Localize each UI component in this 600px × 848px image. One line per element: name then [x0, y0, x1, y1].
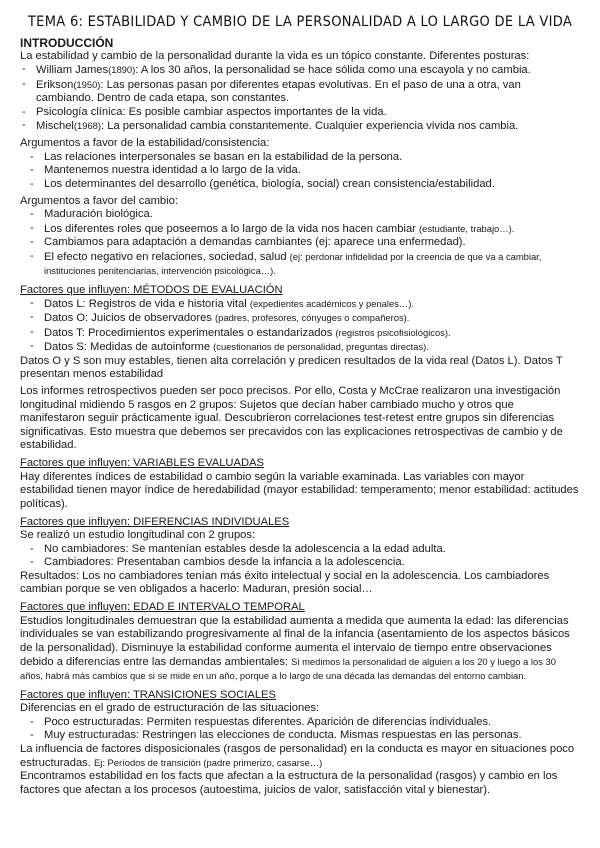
- list-item: - Poco estructuradas: Permiten respuestas diferentes. Aparición de diferencias individuales.: [20, 716, 580, 729]
- list-item: [20, 340, 580, 354]
- section-title-variables: Factores que influyen: VARIABLES EVALUADAS: [20, 457, 264, 470]
- differences-paragraph: Resultados: Los no cambiadores tenían más éxito intelectual y social en la adolescencia. Los cambiadores cambian porque se ven obligados a hacerlo: Maduran, presión social…: [20, 569, 550, 596]
- list-item: - Mantenemos nuestra identidad a lo largo de la vida.: [20, 164, 580, 177]
- age-paragraph: [20, 615, 580, 684]
- age-text: Estudios longitudinales demuestran que la estabilidad aumenta a medida que aumenta la edad: las diferencias individuales se van estabilizando progresivamente al final de la infancia (asentamiento de los aspectos básicos de la personalidad). Disminuye la estabilidad conforme aumenta el intervalo de tiempo entre observaciones debido a diferencias entre las demandas ambientales:: [20, 614, 570, 669]
- list-item: - Las relaciones interpersonales se basan en la estabilidad de la persona.: [20, 151, 580, 164]
- item-text: Datos S: Medidas de autoinforme: [44, 341, 214, 354]
- author-year: (1968): [73, 120, 102, 132]
- list-item: - Cambiadores: Presentaban cambios desde la infancia a la adolescencia.: [20, 556, 580, 569]
- author-claim: : La personalidad cambia constantemente. Cualquier experiencia vivida nos cambia.: [101, 120, 519, 133]
- item-text: Datos T: Procedimientos experimentales o estandarizados: [44, 326, 336, 339]
- item-text: Maduración biológica.: [44, 208, 153, 221]
- page-title: TEMA 6: ESTABILIDAD Y CAMBIO DE LA PERSONALIDAD A LO LARGO DE LA VIDA: [27, 14, 573, 30]
- item-note: (estudiante, trabajo…).: [419, 222, 515, 234]
- author-claim: : Las personas pasan por diferentes etapas evolutivas. En el paso de una a otra, van cambiando. Dentro de cada etapa, son constantes.: [36, 78, 521, 105]
- transitions-list: [20, 716, 580, 743]
- stability-list: [20, 151, 580, 191]
- author-claim: : A los 30 años, la personalidad se hace sólida como una escayola y no cambia.: [135, 64, 531, 77]
- list-item: [20, 326, 580, 340]
- differences-list: [20, 543, 580, 570]
- item-text: Cambiamos para adaptación a demandas cambiantes (ej: aparece una enfermedad).: [44, 236, 466, 249]
- list-item: [20, 63, 580, 77]
- list-item: - Los determinantes del desarrollo (genética, biología, social) crean consistencia/estabilidad.: [20, 178, 580, 191]
- transitions-paragraph-1: [20, 743, 580, 771]
- differences-lead: Se realizó un estudio longitudinal con 2 grupos:: [20, 529, 256, 542]
- item-note: (expedientes académicos y penales…).: [249, 297, 414, 309]
- transitions-paragraph-2: Encontramos estabilidad en los facts que afectan a la estructura de la personalidad (rasgos) y cambio en los factores que afectan a los procesos (autoestima, juicios de valor, satisfacción vital y bienestar).: [20, 770, 558, 796]
- item-note: (padres, profesores, cónyuges o compañeros).: [215, 312, 410, 324]
- list-item: [20, 106, 580, 119]
- author-name: Mischel: [36, 120, 74, 133]
- item-text: El efecto negativo en relaciones, sociedad, salud: [44, 250, 290, 263]
- transitions-lead: Diferencias en el grado de estructuración de las situaciones:: [20, 702, 320, 715]
- methods-paragraph-2: Los informes retrospectivos pueden ser poco precisos. Por ello, Costa y McCrae realizaron una investigación longitudinal midiendo 5 rasgos en 2 grupos: Sujetos que decían haber cambiado mucho y otros que manifestaron seguir prácticamente igual. Descubrieron correlaciones test-retest entre grupos sin diferencias significativas. Esto muestra que debemos ser precavidos con las explicaciones retrospectivas de cambio y de estabilidad.: [20, 385, 563, 451]
- list-item: - No cambiadores: Se mantenían estables desde la adolescencia a la edad adulta.: [20, 543, 580, 556]
- intro-list: [20, 63, 580, 133]
- section-title-age: Factores que influyen: EDAD E INTERVALO TEMPORAL: [20, 601, 305, 614]
- item-text: Datos L: Registros de vida e historia vital: [44, 297, 250, 310]
- methods-list: [20, 297, 580, 355]
- change-lead: Argumentos a favor del cambio:: [20, 195, 178, 208]
- author-name: Erikson: [36, 78, 74, 91]
- intro-lead: La estabilidad y cambio de la personalidad durante la vida es un tópico constante. Diferentes posturas:: [20, 50, 530, 62]
- intro-heading: INTRODUCCIÓN: [20, 36, 114, 50]
- section-title-transitions: Factores que influyen: TRANSICIONES SOCIALES: [20, 688, 276, 701]
- list-item: [20, 311, 580, 325]
- section-title-individual-differences: Factores que influyen: DIFERENCIAS INDIVIDUALES: [20, 516, 290, 528]
- item-note: (registros psicofisiológicos).: [335, 326, 451, 338]
- item-note: (ej: perdonar infidelidad por la creencia de que va a cambiar, instituciones penitenciarias, intervención psicológica…).: [44, 250, 542, 277]
- stability-lead: Argumentos a favor de la estabilidad/consistencia:: [20, 137, 270, 150]
- transitions-text: La influencia de factores disposicionales (rasgos de personalidad) en la conducta es mayor en situaciones poco estructuradas.: [20, 742, 575, 769]
- list-item: [20, 297, 580, 311]
- variables-paragraph: Hay diferentes índices de estabilidad o cambio según la variable examinada. Las variables con mayor estabilidad tienen mayor índice de heredabilidad (mayor estabilidad: temperamento; menor estabilidad: actitudes políticas).: [20, 470, 579, 510]
- change-list: [20, 208, 580, 278]
- transitions-example: Ej: Períodos de transición (padre primerizo, casarse…): [94, 756, 323, 768]
- list-item: [20, 236, 580, 249]
- author-year: (1950): [73, 78, 101, 90]
- item-note: (cuestionarios de personalidad, preguntas directas).: [213, 341, 429, 353]
- author-year: (1890): [108, 64, 136, 76]
- age-example: Si medimos la personalidad de alguien a los 20 y luego a los 30 años, habrá más cambios que si se mide en un año, porque a lo largo de una década las demandas del entorno cambian.: [20, 656, 556, 682]
- list-item: [20, 250, 580, 279]
- item-text: Los diferentes roles que poseemos a lo largo de la vida nos hacen cambiar: [44, 222, 420, 235]
- item-text: Datos O: Juicios de observadores: [44, 312, 216, 325]
- methods-paragraph-1: Datos O y S son muy estables, tienen alta correlación y predicen resultados de la vida real (Datos L). Datos T presentan menos estabilidad: [20, 354, 563, 380]
- list-item: [20, 119, 580, 133]
- list-item: [20, 222, 580, 236]
- list-item: - Muy estructuradas: Restringen las elecciones de conducta. Mismas respuestas en las personas.: [20, 729, 580, 742]
- section-title-methods: Factores que influyen: MÉTODOS DE EVALUACIÓN: [20, 283, 283, 296]
- list-item: [20, 208, 580, 221]
- author-name: William James: [36, 64, 109, 77]
- list-item: [20, 78, 580, 106]
- author-name: Psicología clínica: Es posible cambiar aspectos importantes de la vida.: [36, 105, 387, 118]
